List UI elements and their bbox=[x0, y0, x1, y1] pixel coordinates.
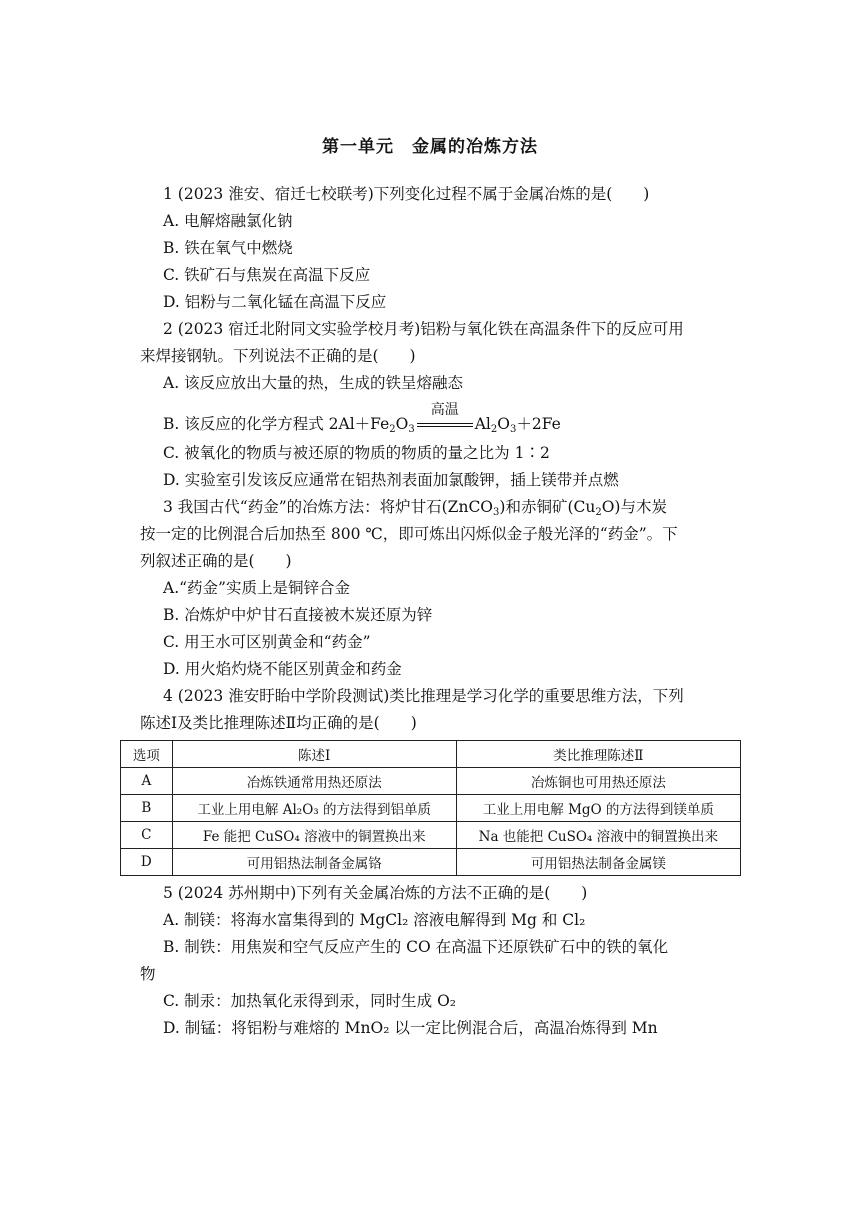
table-cell: Na 也能把 CuSO₄ 溶液中的铜置换出来 bbox=[456, 822, 740, 849]
table-row bbox=[121, 795, 741, 822]
question-5-option-b-line2: 物 bbox=[140, 965, 156, 983]
table-header-cell: 类比推理陈述Ⅱ bbox=[456, 741, 740, 768]
question-3-stem-line1: 3 我国古代“药金”的冶炼方法：将炉甘石(ZnCO$_3$)和赤铜矿$(Cu_2O)$与木炭 bbox=[163, 498, 667, 518]
table-cell: C bbox=[121, 822, 173, 849]
question-5-option-a: A. 制镁：将海水富集得到的 MgCl₂ 溶液电解得到 Mg 和 Cl₂ bbox=[163, 911, 586, 929]
table-row bbox=[121, 849, 741, 876]
table-cell: 可用铝热法制备金属镁 bbox=[456, 849, 740, 876]
page-title: 第一单元 金属的冶炼方法 bbox=[322, 137, 538, 157]
question-3-stem-line3: 列叙述正确的是( ) bbox=[140, 552, 292, 570]
table-cell: 可用铝热法制备金属铬 bbox=[172, 849, 456, 876]
table-row bbox=[121, 822, 741, 849]
question-2-stem-line2: 来焊接钢轨。下列说法不正确的是( ) bbox=[140, 347, 416, 365]
question-2-option-c: C. 被氧化的物质与被还原的物质的物质的量之比为 1∶2 bbox=[163, 444, 550, 462]
question-4-stem-line2: 陈述Ⅰ及类比推理陈述Ⅱ均正确的是( ) bbox=[140, 714, 417, 732]
table-cell: B bbox=[121, 795, 173, 822]
question-2-option-b: B. 该反应的化学方程式 $2Al+Fe_2O_3$ 高温 $Al_2O_3+2Fe$ bbox=[163, 402, 561, 435]
question-1-option-a: A. 电解熔融氯化钠 bbox=[163, 212, 293, 230]
question-2-option-a: A. 该反应放出大量的热，生成的铁呈熔融态 bbox=[163, 374, 464, 392]
question-1-stem: 1 (2023 淮安、宿迁七校联考)下列变化过程不属于金属冶炼的是( ) bbox=[163, 185, 650, 203]
comparison-table bbox=[120, 740, 741, 876]
question-1-option-c: C. 铁矿石与焦炭在高温下反应 bbox=[163, 266, 371, 284]
table-header-row bbox=[121, 741, 741, 768]
question-1-option-d: D. 铝粉与二氧化锰在高温下反应 bbox=[163, 293, 387, 311]
table-cell: 工业上用电解 Al₂O₃ 的方法得到铝单质 bbox=[172, 795, 456, 822]
question-3-option-a: A.“药金”实质上是铜锌合金 bbox=[163, 579, 350, 597]
question-3-option-c: C. 用王水可区别黄金和“药金” bbox=[163, 633, 371, 651]
table-cell: D bbox=[121, 849, 173, 876]
question-4-stem-line1: 4 (2023 淮安盱眙中学阶段测试)类比推理是学习化学的重要思维方法，下列 bbox=[163, 687, 684, 705]
question-3-stem-line2: 按一定的比例混合后加热至 800 ℃，即可炼出闪烁似金子般光泽的“药金”。下 bbox=[140, 525, 678, 543]
question-3-option-d: D. 用火焰灼烧不能区别黄金和药金 bbox=[163, 660, 402, 678]
question-5-option-c: C. 制汞：加热氧化汞得到汞，同时生成 O₂ bbox=[163, 992, 457, 1010]
table-row bbox=[121, 768, 741, 795]
table-cell: A bbox=[121, 768, 173, 795]
table-cell: 工业上用电解 MgO 的方法得到镁单质 bbox=[456, 795, 740, 822]
question-5-option-b-line1: B. 制铁：用焦炭和空气反应产生的 CO 在高温下还原铁矿石中的铁的氧化 bbox=[163, 938, 669, 956]
reaction-condition-label: 高温 bbox=[430, 402, 459, 418]
table-cell: 冶炼铁通常用热还原法 bbox=[172, 768, 456, 795]
question-3-option-b: B. 冶炼炉中炉甘石直接被木炭还原为锌 bbox=[163, 606, 433, 624]
question-2-option-d: D. 实验室引发该反应通常在铝热剂表面加氯酸钾，插上镁带并点燃 bbox=[163, 471, 619, 489]
question-5-option-d: D. 制锰：将铝粉与难熔的 MnO₂ 以一定比例混合后，高温冶炼得到 Mn bbox=[163, 1019, 658, 1037]
table-header-cell: 陈述Ⅰ bbox=[172, 741, 456, 768]
table-header-cell: 选项 bbox=[121, 741, 173, 768]
question-2-stem-line1: 2 (2023 宿迁北附同文实验学校月考)铝粉与氧化铁在高温条件下的反应可用 bbox=[163, 320, 684, 338]
question-5-stem: 5 (2024 苏州期中)下列有关金属冶炼的方法不正确的是( ) bbox=[163, 884, 588, 902]
question-1-option-b: B. 铁在氧气中燃烧 bbox=[163, 239, 293, 257]
reaction-condition bbox=[415, 402, 475, 434]
table-cell: 冶炼铜也可用热还原法 bbox=[456, 768, 740, 795]
equation-prefix: B. 该反应的化学方程式 2Al＋Fe bbox=[163, 415, 390, 433]
table-cell: Fe 能把 CuSO₄ 溶液中的铜置换出来 bbox=[172, 822, 456, 849]
